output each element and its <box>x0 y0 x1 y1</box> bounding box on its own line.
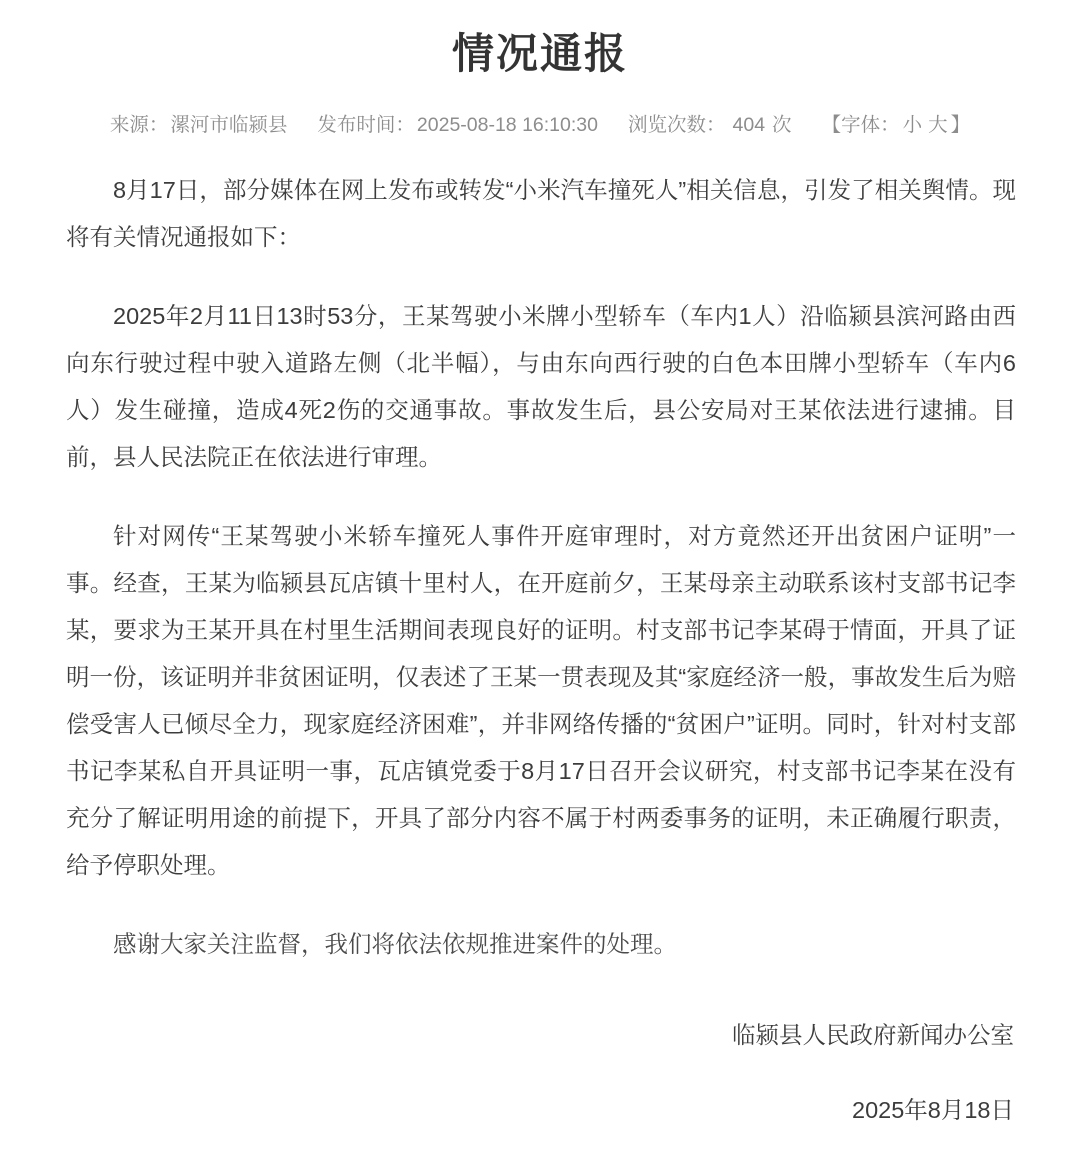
paragraph-2: 2025年2月11日13时53分，王某驾驶小米牌小型轿车（车内1人）沿临颍县滨河路由西向东行驶过程中驶入道路左侧（北半幅），与由东向西行驶的白色本田牌小型轿车（车内6人）发生碰撞，造成4死2伤的交通事故。事故发生后，县公安局对王某依法进行逮捕。目前，县人民法院正在依法进行审理。 <box>66 302 1016 470</box>
paragraph-1: 8月17日，部分媒体在网上发布或转发“小米汽车撞死人”相关信息，引发了相关舆情。现将有关情况通报如下： <box>66 176 1016 250</box>
meta-source <box>110 109 288 137</box>
meta-views-unit: 次 <box>772 113 792 136</box>
signing-organization: 临颍县人民政府新闻办公室 <box>732 1021 1014 1048</box>
document-meta-bar <box>0 109 1080 137</box>
font-size-large-button[interactable]: 大 <box>928 113 948 136</box>
signing-date: 2025年8月18日 <box>852 1096 1014 1123</box>
font-bracket-open: 【 <box>821 113 842 136</box>
meta-views-label: 浏览次数： <box>627 113 726 136</box>
font-size-label: 字体： <box>841 113 900 136</box>
document-body <box>64 167 1016 968</box>
page-title: 情况通报 <box>451 30 628 77</box>
meta-publish-value: 2025-08-18 16:10:30 <box>416 113 598 136</box>
meta-publish-time <box>317 109 598 137</box>
meta-view-count <box>628 109 792 137</box>
font-bracket-close: 】 <box>950 113 971 136</box>
meta-source-label: 来源： <box>109 113 169 136</box>
meta-source-value: 漯河市临颍县 <box>170 113 288 136</box>
font-size-small-button[interactable]: 小 <box>902 113 923 136</box>
font-size-control <box>822 109 971 137</box>
paragraph-3: 针对网传“王某驾驶小米轿车撞死人事件开庭审理时，对方竟然还开出贫困户证明”一事。经查，王某为临颍县瓦店镇十里村人，在开庭前夕，王某母亲主动联系该村支部书记李某，要求为王某开具在村里生活期间表现良好的证明。村支部书记李某碍于情面，开具了证明一份，该证明并非贫困证明，仅表述了王某一贯表现及其“家庭经济一般，事故发生后为赔偿受害人已倾尽全力，现家庭经济困难”，并非网络传播的“贫困户”证明。同时，针对村支部书记李某私自开具证明一事，瓦店镇党委于8月17日召开会议研究，村支部书记李某在没有充分了解证明用途的前提下，开具了部分内容不属于村两委事务的证明，未正确履行职责，给予停职处理。 <box>66 522 1016 878</box>
meta-publish-label: 发布时间： <box>317 113 415 136</box>
meta-views-number: 404 <box>732 113 766 136</box>
paragraph-4: 感谢大家关注监督，我们将依法依规推进案件的处理。 <box>113 930 677 957</box>
signature-block <box>64 1012 1016 1134</box>
